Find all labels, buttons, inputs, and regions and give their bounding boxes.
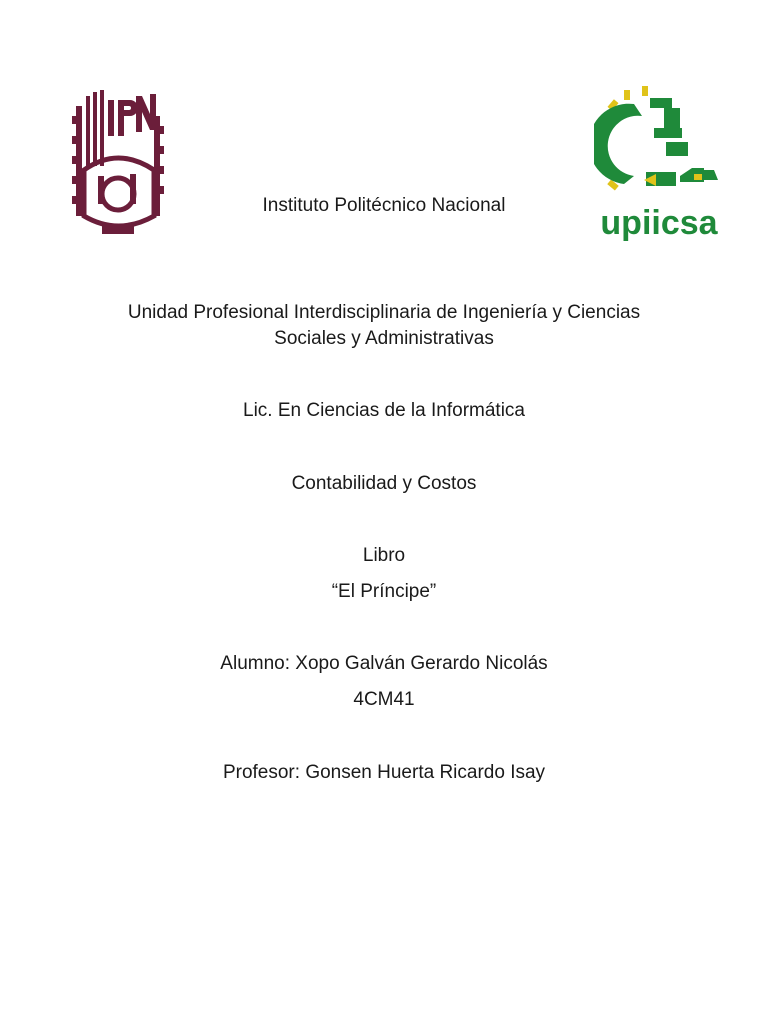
unit-name-line2: Sociales y Administrativas bbox=[274, 328, 494, 349]
book-label: Libro bbox=[362, 545, 406, 566]
institution-name: Instituto Politécnico Nacional bbox=[262, 195, 506, 216]
professor-name: Profesor: Gonsen Huerta Ricardo Isay bbox=[222, 762, 546, 783]
subject: Contabilidad y Costos bbox=[291, 473, 477, 494]
upiicsa-wordmark: upiicsa bbox=[600, 204, 718, 242]
unit-name-line1: Unidad Profesional Interdisciplinaria de Ingeniería y Ciencias bbox=[127, 302, 641, 323]
book-title: “El Príncipe” bbox=[331, 581, 437, 602]
student-name: Alumno: Xopo Galván Gerardo Nicolás bbox=[220, 653, 548, 674]
upiicsa-logo-icon bbox=[594, 84, 724, 244]
degree: Lic. En Ciencias de la Informática bbox=[243, 400, 525, 421]
group-code: 4CM41 bbox=[353, 689, 415, 710]
